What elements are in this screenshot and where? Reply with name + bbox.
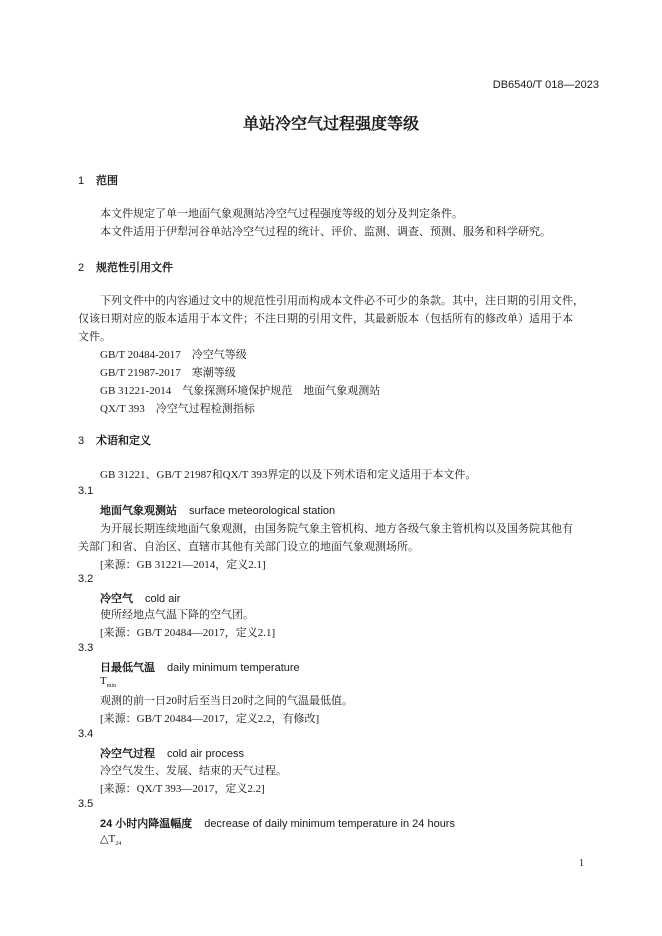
term-source: [来源：GB/T 20484—2017，定义2.2，有修改] [100, 713, 320, 725]
term-entry [100, 502, 335, 518]
paragraph-line: 仅该日期对应的版本适用于本文件；不注日期的引用文件，其最新版本（包括所有的修改单）适用于本 [78, 313, 573, 325]
section-title: 规范性引用文件 [96, 262, 173, 274]
term-source: [来源：GB 31221—2014，定义2.1] [100, 559, 266, 571]
definition-line: 冷空气发生、发展、结束的天气过程。 [100, 765, 287, 777]
term-zh: 冷空气 [100, 593, 133, 605]
paragraph: GB 31221、GB/T 21987和QX/T 393界定的以及下列术语和定义适用于本文件。 [100, 469, 477, 481]
section-title: 术语和定义 [96, 435, 151, 447]
symbol-base: T [100, 675, 107, 687]
term-en: cold air process [167, 748, 245, 760]
reference-item: QX/T 393 冷空气过程检测指标 [100, 403, 255, 415]
page-number: 1 [579, 858, 584, 869]
section-heading-1 [78, 172, 118, 188]
paragraph-line: 下列文件中的内容通过文中的规范性引用而构成本文件必不可少的条款。其中，注日期的引用文件， [100, 295, 584, 307]
term-zh: 日最低气温 [100, 662, 155, 674]
clause-number: 3.4 [78, 728, 94, 740]
symbol-subscript: min [106, 683, 117, 690]
term-entry [100, 745, 244, 761]
symbol-base: △T [100, 833, 116, 845]
document-title: 单站冷空气过程强度等级 [242, 116, 419, 133]
term-source: [来源：GB/T 20484—2017，定义2.1] [100, 627, 276, 639]
standard-number: DB6540/T 018—2023 [492, 79, 599, 91]
term-source: [来源：QX/T 393—2017，定义2.2] [100, 783, 265, 795]
term-symbol [100, 832, 121, 847]
term-en: daily minimum temperature [167, 662, 300, 674]
term-entry [100, 659, 300, 675]
reference-item: GB/T 20484-2017 冷空气等级 [100, 349, 247, 361]
term-zh: 地面气象观测站 [100, 505, 177, 517]
symbol-subscript: 24 [115, 841, 122, 848]
clause-number: 3.1 [78, 485, 94, 497]
section-title: 范围 [96, 175, 118, 187]
term-en: cold air [145, 593, 181, 605]
term-zh: 冷空气过程 [100, 748, 155, 760]
paragraph-line: 文件。 [78, 331, 111, 343]
section-heading-3 [78, 432, 151, 448]
definition-line: 使所经地点气温下降的空气团。 [100, 609, 254, 621]
definition-line: 为开展长期连续地面气象观测，由国务院气象主管机构、地方各级气象主管机构以及国务院其他有 [100, 523, 573, 535]
term-en: decrease of daily minimum temperature in 24 hours [204, 818, 455, 830]
clause-number: 3.3 [78, 642, 94, 654]
definition-line: 关部门和省、自治区、直辖市其他有关部门设立的地面气象观测场所。 [78, 541, 419, 553]
reference-item: GB 31221-2014 气象探测环境保护规范 地面气象观测站 [100, 385, 381, 397]
section-number: 2 [78, 262, 85, 274]
section-number: 1 [78, 175, 85, 187]
paragraph: 本文件规定了单一地面气象观测站冷空气过程强度等级的划分及判定条件。 [100, 208, 463, 220]
term-symbol [100, 675, 116, 689]
section-number: 3 [78, 435, 85, 447]
term-en: surface meteorological station [189, 505, 336, 517]
reference-item: GB/T 21987-2017 寒潮等级 [100, 367, 236, 379]
term-entry [100, 590, 180, 606]
term-zh: 24 小时内降温幅度 [100, 818, 193, 830]
paragraph: 本文件适用于伊犁河谷单站冷空气过程的统计、评价、监测、调查、预测、服务和科学研究。 [100, 226, 551, 238]
term-entry [100, 815, 455, 831]
section-heading-2 [78, 259, 173, 275]
clause-number: 3.2 [78, 573, 94, 585]
definition-line: 观测的前一日20时后至当日20时之间的气温最低值。 [100, 695, 353, 707]
clause-number: 3.5 [78, 798, 94, 810]
